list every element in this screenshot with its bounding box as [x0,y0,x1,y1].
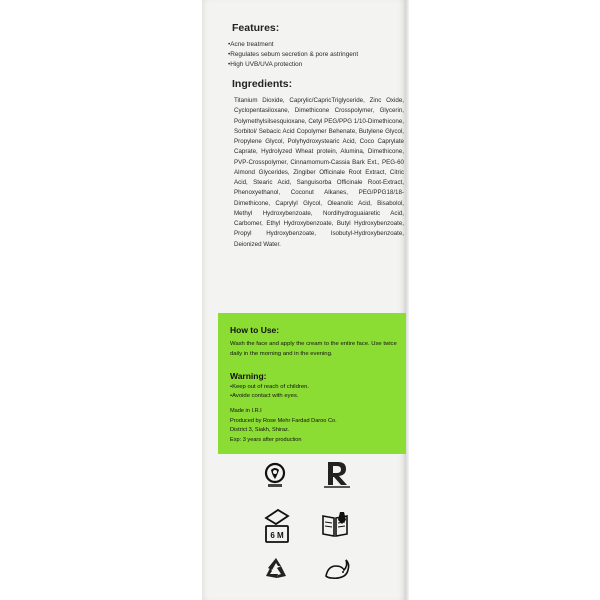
produced-by: Produced by Rose Mehr Fardad Daroo Co. [230,417,337,424]
feature-item: • Acne treatment [228,40,403,50]
ingredients-text: Titanium Dioxide, Caprylic/CapricTriglyceride, Zinc Oxide, Cyclopentasiloxane, Dimethicone Crosspolymer, Glycerin, Polymethylsilsesquioxane, Cetyl PEG/PPG 1/10-Dimethicone, Sorbitol/ Sebacic Acid Copolymer Behenate, Butylene Glycol, Propylene Glycol, Polyhydroxystearic Acid, Coco Caprylate Caprate, Hydrolyzed Wheat protein, Alumina, Dimethicone, PVP-Crosspolymer, Cinnamomum-Cassia Bark Ext., PEG-60 Almond Glycerides, Zingiber Officinale Root Extract, Citric Acid, Stearic Acid, Sanguisorba Officinale Root-Extract, Phenoxyethanol, Coconut Alkanes, PEG/PPG18/18-Dimethicone, Caprylyl Glycol, Oleanolic Acid, Bisabolol, Methyl Hydroxybenzoate, Nordihydroguaiaretic Acid, Carbomer, Ethyl Hydroxybenzoate, Butyl Hydroxybenzoate, Propyl Hydroxybenzoate, Isobutyl-Hydroxybenzoate, Deionized Water. [234,97,404,248]
cruelty-free-rabbit-icon [322,554,352,584]
features-list [228,40,403,70]
usage-panel [218,313,406,454]
brand-r-logo-icon [320,460,354,490]
ingredients-heading: Ingredients: [232,78,293,90]
made-in: Made in I.R.I [230,408,262,414]
box-edge-shadow [406,0,409,600]
expiry: Exp: 3 years after production [230,436,302,443]
feature-item: • Regulates sebum secretion & pore astringent [228,50,403,60]
how-to-use-text: Wash the face and apply the cream to the entire face. Use twice daily in the morning and in the evening. [230,341,397,357]
how-to-use-heading: How to Use: [230,325,280,335]
warning-list [230,383,309,401]
open-jar-icon [262,508,292,544]
recycle-icon [262,556,290,582]
quality-seal-icon [262,462,288,490]
warning-heading: Warning: [230,371,267,381]
warning-item: • Keep out of reach of children. [230,383,309,392]
cream-box-side-panel [202,0,406,600]
read-leaflet-icon [320,510,350,540]
pao-label: 6 M [270,531,284,540]
features-heading: Features: [232,22,280,34]
feature-item: • High UVB/UVA protection [228,60,403,70]
manufacturer-info [230,407,400,445]
address: District 3, Siakh, Shiraz. [230,427,290,433]
warning-item: • Avoide contact with eyes. [230,392,309,401]
